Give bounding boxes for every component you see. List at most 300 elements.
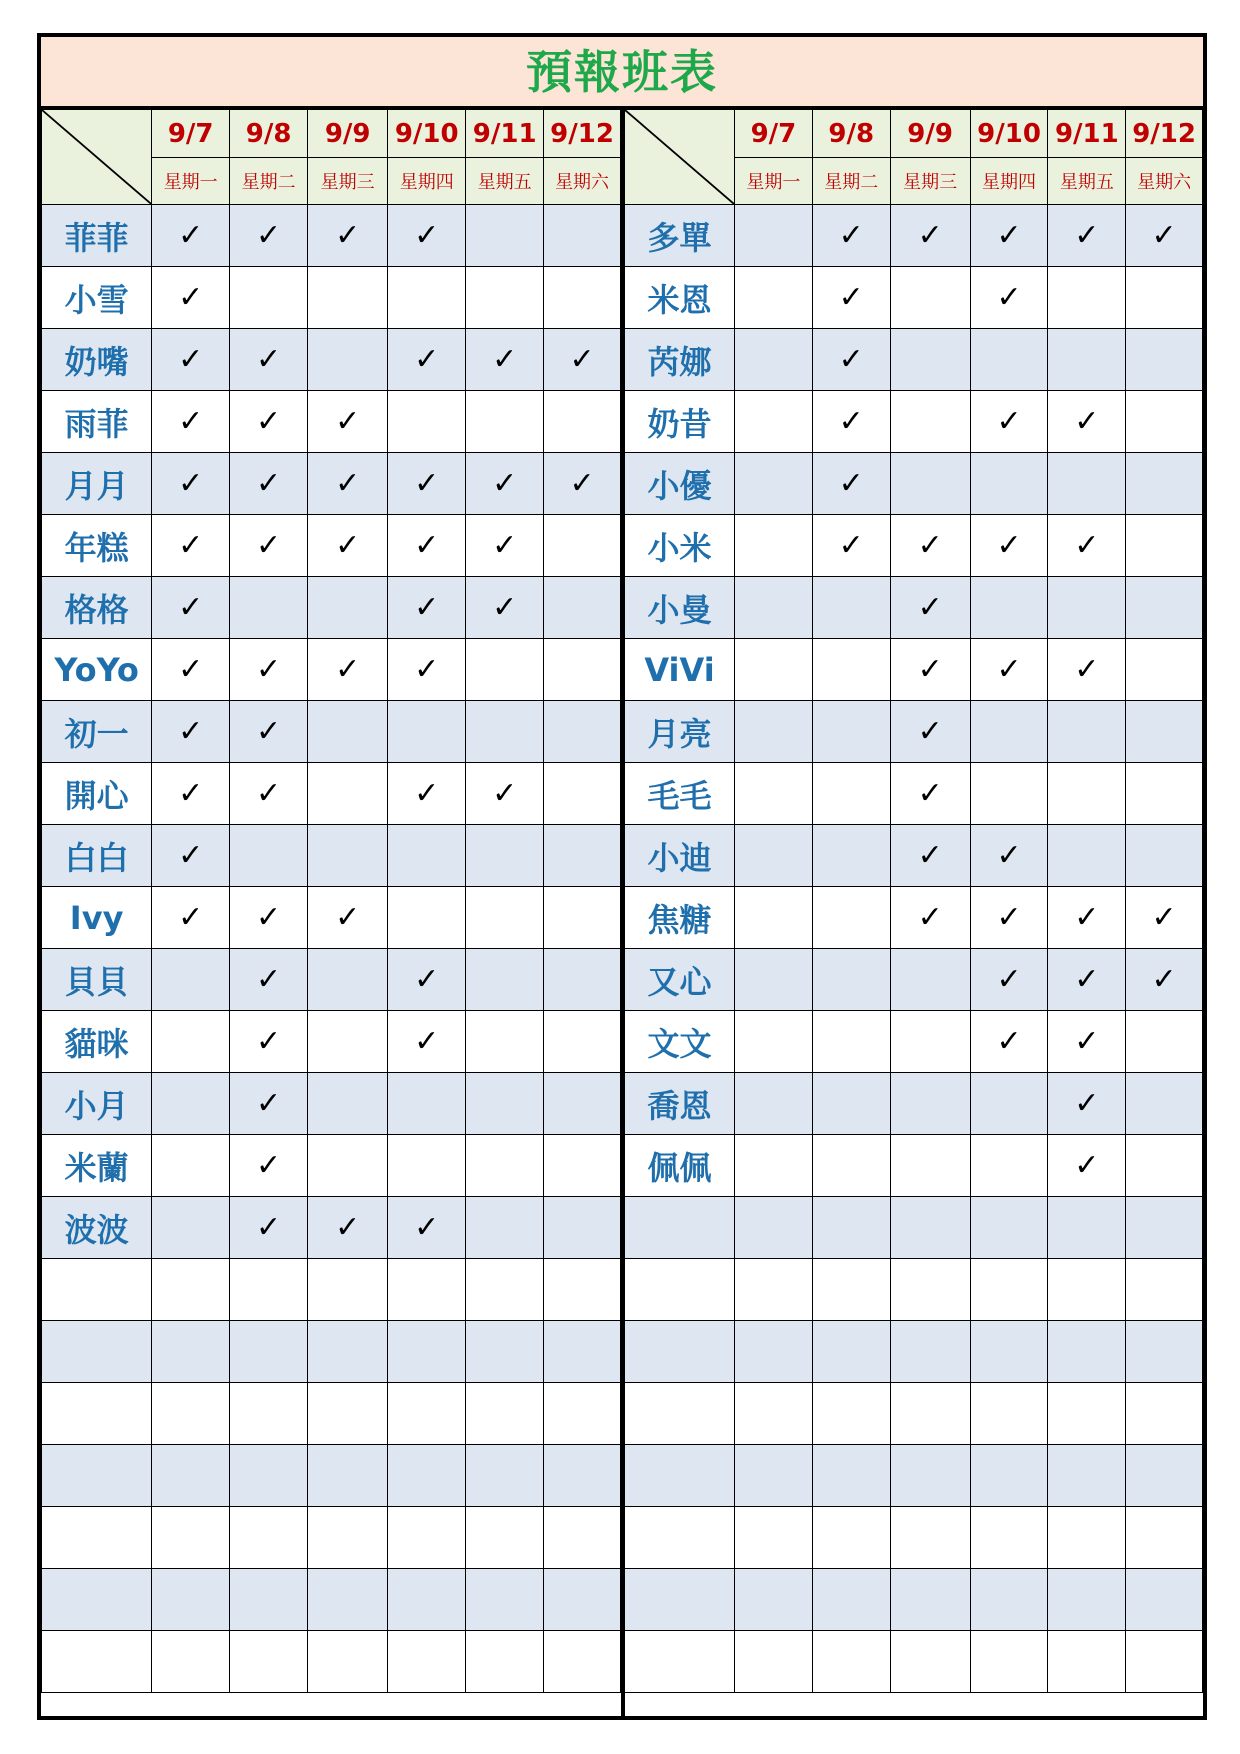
table-row [42, 1135, 621, 1197]
check-mark-cell: ✓ [1126, 949, 1203, 1011]
empty-cell [890, 267, 970, 329]
empty-cell [970, 1197, 1048, 1259]
empty-cell [308, 1445, 388, 1507]
empty-cell [1048, 1507, 1126, 1569]
empty-cell [1126, 515, 1203, 577]
empty-cell [970, 1383, 1048, 1445]
staff-name: 波波 [42, 1197, 152, 1259]
empty-cell [308, 825, 388, 887]
schedule-panel-left [41, 109, 624, 1693]
weekday-header: 星期三 [308, 158, 388, 205]
empty-cell [466, 1445, 544, 1507]
empty-cell [388, 1383, 466, 1445]
empty-cell [890, 453, 970, 515]
empty-cell [466, 887, 544, 949]
weekday-header: 星期六 [544, 158, 621, 205]
empty-cell [1126, 1259, 1203, 1321]
weekday-header: 星期五 [466, 158, 544, 205]
staff-name: 佩佩 [625, 1135, 735, 1197]
empty-cell [544, 701, 621, 763]
staff-name: 菲菲 [42, 205, 152, 267]
table-row [42, 577, 621, 639]
empty-cell [1126, 1507, 1203, 1569]
staff-name [625, 1197, 735, 1259]
empty-cell [735, 701, 813, 763]
check-mark-cell: ✓ [890, 825, 970, 887]
empty-cell [308, 577, 388, 639]
staff-name: 月亮 [625, 701, 735, 763]
empty-cell [735, 515, 813, 577]
empty-cell [388, 1569, 466, 1631]
empty-cell [970, 1135, 1048, 1197]
empty-cell [970, 763, 1048, 825]
staff-name [625, 1445, 735, 1507]
empty-cell [890, 1631, 970, 1693]
empty-cell [544, 825, 621, 887]
check-mark-cell: ✓ [152, 515, 230, 577]
date-header: 9/11 [466, 110, 544, 158]
empty-cell [308, 1321, 388, 1383]
empty-cell [544, 1259, 621, 1321]
empty-cell [890, 391, 970, 453]
staff-name: 文文 [625, 1011, 735, 1073]
empty-cell [1048, 1569, 1126, 1631]
date-header: 9/9 [308, 110, 388, 158]
empty-cell [544, 1383, 621, 1445]
empty-cell [152, 1011, 230, 1073]
weekday-header: 星期五 [1048, 158, 1126, 205]
check-mark-cell: ✓ [544, 453, 621, 515]
empty-cell [466, 1631, 544, 1693]
check-mark-cell: ✓ [230, 763, 308, 825]
empty-cell [230, 1321, 308, 1383]
table-row [42, 329, 621, 391]
table-row [42, 267, 621, 329]
check-mark-cell: ✓ [466, 515, 544, 577]
empty-cell [544, 267, 621, 329]
header-corner-cell [625, 110, 735, 205]
check-mark-cell: ✓ [388, 453, 466, 515]
staff-name: 小迪 [625, 825, 735, 887]
staff-name: YoYo [42, 639, 152, 701]
empty-cell [735, 1135, 813, 1197]
check-mark-cell: ✓ [388, 1197, 466, 1259]
check-mark-cell: ✓ [466, 763, 544, 825]
empty-cell [466, 1073, 544, 1135]
empty-cell [735, 1383, 813, 1445]
empty-cell [735, 639, 813, 701]
empty-cell [812, 825, 890, 887]
empty-cell [970, 1631, 1048, 1693]
table-row [42, 763, 621, 825]
check-mark-cell: ✓ [1048, 887, 1126, 949]
weekday-header: 星期二 [812, 158, 890, 205]
empty-cell [812, 949, 890, 1011]
staff-name: 米蘭 [42, 1135, 152, 1197]
empty-cell [812, 1073, 890, 1135]
table-row [42, 1383, 621, 1445]
staff-name: 小優 [625, 453, 735, 515]
empty-cell [735, 763, 813, 825]
empty-cell [735, 391, 813, 453]
empty-cell [388, 1135, 466, 1197]
empty-cell [230, 1445, 308, 1507]
check-mark-cell: ✓ [812, 329, 890, 391]
staff-name: Ivy [42, 887, 152, 949]
empty-cell [308, 1259, 388, 1321]
check-mark-cell: ✓ [388, 763, 466, 825]
table-row [625, 515, 1203, 577]
staff-name: 白白 [42, 825, 152, 887]
table-row [42, 205, 621, 267]
empty-cell [466, 639, 544, 701]
empty-cell [388, 1073, 466, 1135]
empty-cell [1048, 1631, 1126, 1693]
empty-cell [812, 1569, 890, 1631]
check-mark-cell: ✓ [152, 329, 230, 391]
staff-name [42, 1259, 152, 1321]
empty-cell [735, 1569, 813, 1631]
check-mark-cell: ✓ [388, 639, 466, 701]
empty-cell [308, 1011, 388, 1073]
empty-cell [152, 1507, 230, 1569]
empty-cell [735, 1011, 813, 1073]
table-row [625, 1073, 1203, 1135]
check-mark-cell: ✓ [152, 763, 230, 825]
empty-cell [1126, 1073, 1203, 1135]
empty-cell [544, 515, 621, 577]
check-mark-cell: ✓ [308, 453, 388, 515]
empty-cell [735, 1073, 813, 1135]
empty-cell [388, 701, 466, 763]
empty-cell [1048, 763, 1126, 825]
check-mark-cell: ✓ [388, 515, 466, 577]
check-mark-cell: ✓ [388, 949, 466, 1011]
check-mark-cell: ✓ [1048, 1073, 1126, 1135]
table-row [625, 1197, 1203, 1259]
weekday-header: 星期六 [1126, 158, 1203, 205]
table-row [625, 1011, 1203, 1073]
empty-cell [388, 1507, 466, 1569]
empty-cell [890, 1321, 970, 1383]
empty-cell [388, 887, 466, 949]
check-mark-cell: ✓ [388, 205, 466, 267]
staff-name: 開心 [42, 763, 152, 825]
empty-cell [152, 1445, 230, 1507]
empty-cell [152, 949, 230, 1011]
empty-cell [152, 1569, 230, 1631]
empty-cell [1048, 1197, 1126, 1259]
staff-name: 米恩 [625, 267, 735, 329]
check-mark-cell: ✓ [230, 329, 308, 391]
table-row [625, 1321, 1203, 1383]
empty-cell [466, 1011, 544, 1073]
empty-cell [970, 1259, 1048, 1321]
empty-cell [544, 1197, 621, 1259]
empty-cell [1048, 329, 1126, 391]
empty-cell [544, 639, 621, 701]
empty-cell [466, 1569, 544, 1631]
weekday-header: 星期三 [890, 158, 970, 205]
check-mark-cell: ✓ [890, 887, 970, 949]
staff-name: 格格 [42, 577, 152, 639]
check-mark-cell: ✓ [230, 887, 308, 949]
empty-cell [152, 1321, 230, 1383]
empty-cell [1126, 329, 1203, 391]
weekday-header: 星期四 [970, 158, 1048, 205]
empty-cell [970, 1569, 1048, 1631]
check-mark-cell: ✓ [1048, 1011, 1126, 1073]
empty-cell [735, 329, 813, 391]
table-row [42, 1445, 621, 1507]
check-mark-cell: ✓ [308, 391, 388, 453]
staff-name: 又心 [625, 949, 735, 1011]
staff-name [42, 1383, 152, 1445]
empty-cell [152, 1631, 230, 1693]
check-mark-cell: ✓ [152, 391, 230, 453]
empty-cell [970, 329, 1048, 391]
check-mark-cell: ✓ [230, 453, 308, 515]
empty-cell [970, 701, 1048, 763]
empty-cell [1126, 701, 1203, 763]
staff-name [625, 1569, 735, 1631]
staff-name: 焦糖 [625, 887, 735, 949]
empty-cell [735, 205, 813, 267]
check-mark-cell: ✓ [890, 701, 970, 763]
empty-cell [544, 1445, 621, 1507]
table-row [42, 949, 621, 1011]
staff-name: 貓咪 [42, 1011, 152, 1073]
empty-cell [230, 825, 308, 887]
header-corner-cell [42, 110, 152, 205]
empty-cell [466, 267, 544, 329]
schedule-table [624, 109, 1203, 1693]
table-row [625, 1135, 1203, 1197]
staff-name [625, 1507, 735, 1569]
staff-name: 年糕 [42, 515, 152, 577]
empty-cell [812, 1383, 890, 1445]
empty-cell [544, 763, 621, 825]
empty-cell [152, 1135, 230, 1197]
empty-cell [812, 1321, 890, 1383]
empty-cell [466, 1507, 544, 1569]
check-mark-cell: ✓ [1126, 205, 1203, 267]
empty-cell [152, 1197, 230, 1259]
check-mark-cell: ✓ [152, 453, 230, 515]
table-row [625, 1259, 1203, 1321]
empty-cell [152, 1383, 230, 1445]
empty-cell [466, 1383, 544, 1445]
staff-name [42, 1569, 152, 1631]
empty-cell [466, 391, 544, 453]
table-row [625, 763, 1203, 825]
empty-cell [544, 205, 621, 267]
staff-name: ViVi [625, 639, 735, 701]
empty-cell [890, 1073, 970, 1135]
staff-name: 奶昔 [625, 391, 735, 453]
date-header-row [42, 110, 621, 158]
empty-cell [466, 949, 544, 1011]
check-mark-cell: ✓ [230, 391, 308, 453]
empty-cell [735, 1197, 813, 1259]
empty-cell [544, 1631, 621, 1693]
empty-cell [812, 1259, 890, 1321]
check-mark-cell: ✓ [308, 887, 388, 949]
empty-cell [230, 577, 308, 639]
table-row [625, 267, 1203, 329]
empty-cell [735, 267, 813, 329]
empty-cell [466, 1135, 544, 1197]
empty-cell [1126, 763, 1203, 825]
empty-cell [735, 1321, 813, 1383]
staff-name: 月月 [42, 453, 152, 515]
date-header: 9/10 [970, 110, 1048, 158]
empty-cell [735, 453, 813, 515]
check-mark-cell: ✓ [230, 205, 308, 267]
check-mark-cell: ✓ [308, 639, 388, 701]
check-mark-cell: ✓ [890, 763, 970, 825]
date-header: 9/7 [152, 110, 230, 158]
date-header: 9/12 [1126, 110, 1203, 158]
check-mark-cell: ✓ [970, 949, 1048, 1011]
date-header-row [625, 110, 1203, 158]
table-row [42, 1197, 621, 1259]
empty-cell [544, 577, 621, 639]
table-row [625, 825, 1203, 887]
table-row [625, 1569, 1203, 1631]
empty-cell [812, 577, 890, 639]
check-mark-cell: ✓ [1048, 391, 1126, 453]
empty-cell [890, 1507, 970, 1569]
empty-cell [735, 825, 813, 887]
empty-cell [544, 1011, 621, 1073]
empty-cell [735, 1631, 813, 1693]
empty-cell [1126, 1135, 1203, 1197]
diagonal-line [42, 110, 151, 204]
schedule-table [41, 109, 621, 1693]
empty-cell [388, 1631, 466, 1693]
staff-name: 貝貝 [42, 949, 152, 1011]
empty-cell [735, 577, 813, 639]
check-mark-cell: ✓ [970, 391, 1048, 453]
empty-cell [308, 1631, 388, 1693]
check-mark-cell: ✓ [152, 639, 230, 701]
date-header: 9/8 [812, 110, 890, 158]
check-mark-cell: ✓ [812, 453, 890, 515]
empty-cell [308, 1135, 388, 1197]
empty-cell [388, 267, 466, 329]
table-row [42, 1321, 621, 1383]
empty-cell [466, 701, 544, 763]
staff-name [625, 1631, 735, 1693]
empty-cell [1126, 577, 1203, 639]
empty-cell [544, 391, 621, 453]
weekday-header: 星期四 [388, 158, 466, 205]
empty-cell [1126, 1011, 1203, 1073]
table-row [625, 1631, 1203, 1693]
empty-cell [735, 1259, 813, 1321]
empty-cell [890, 1259, 970, 1321]
empty-cell [308, 1073, 388, 1135]
date-header: 9/12 [544, 110, 621, 158]
check-mark-cell: ✓ [308, 205, 388, 267]
table-row [42, 825, 621, 887]
weekday-header: 星期一 [735, 158, 813, 205]
empty-cell [1126, 1321, 1203, 1383]
check-mark-cell: ✓ [1126, 887, 1203, 949]
empty-cell [388, 391, 466, 453]
check-mark-cell: ✓ [1048, 639, 1126, 701]
empty-cell [890, 329, 970, 391]
check-mark-cell: ✓ [890, 515, 970, 577]
table-row [625, 1445, 1203, 1507]
empty-cell [544, 1073, 621, 1135]
check-mark-cell: ✓ [1048, 1135, 1126, 1197]
staff-name: 初一 [42, 701, 152, 763]
empty-cell [308, 763, 388, 825]
empty-cell [230, 1631, 308, 1693]
check-mark-cell: ✓ [230, 639, 308, 701]
empty-cell [308, 267, 388, 329]
staff-name [42, 1631, 152, 1693]
empty-cell [890, 1197, 970, 1259]
check-mark-cell: ✓ [230, 1197, 308, 1259]
staff-name: 喬恩 [625, 1073, 735, 1135]
table-row [42, 639, 621, 701]
empty-cell [970, 1507, 1048, 1569]
empty-cell [1048, 453, 1126, 515]
staff-name [42, 1445, 152, 1507]
check-mark-cell: ✓ [466, 453, 544, 515]
table-row [625, 701, 1203, 763]
weekday-header: 星期一 [152, 158, 230, 205]
empty-cell [1126, 267, 1203, 329]
empty-cell [1048, 1445, 1126, 1507]
date-header: 9/7 [735, 110, 813, 158]
staff-name [625, 1383, 735, 1445]
check-mark-cell: ✓ [230, 1011, 308, 1073]
staff-name: 雨菲 [42, 391, 152, 453]
empty-cell [308, 701, 388, 763]
empty-cell [735, 887, 813, 949]
check-mark-cell: ✓ [890, 639, 970, 701]
empty-cell [735, 949, 813, 1011]
table-row [625, 577, 1203, 639]
diagonal-line [625, 110, 734, 204]
table-row [625, 453, 1203, 515]
empty-cell [970, 577, 1048, 639]
empty-cell [812, 1507, 890, 1569]
check-mark-cell: ✓ [970, 515, 1048, 577]
staff-name: 小雪 [42, 267, 152, 329]
check-mark-cell: ✓ [970, 825, 1048, 887]
table-row [42, 1073, 621, 1135]
empty-cell [466, 1259, 544, 1321]
staff-name [42, 1507, 152, 1569]
table-row [625, 1507, 1203, 1569]
empty-cell [735, 1445, 813, 1507]
check-mark-cell: ✓ [970, 1011, 1048, 1073]
check-mark-cell: ✓ [812, 391, 890, 453]
empty-cell [308, 949, 388, 1011]
table-row [42, 887, 621, 949]
check-mark-cell: ✓ [230, 701, 308, 763]
table-row [625, 329, 1203, 391]
empty-cell [466, 1197, 544, 1259]
staff-name [625, 1321, 735, 1383]
empty-cell [388, 825, 466, 887]
table-row [625, 1383, 1203, 1445]
